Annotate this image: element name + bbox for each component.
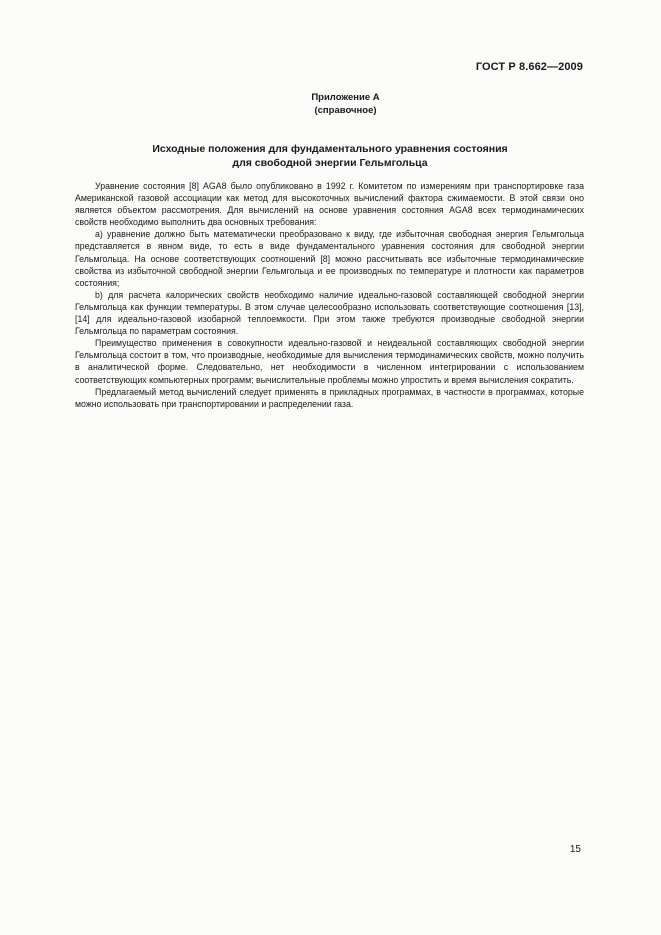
page-number: 15 (569, 844, 581, 855)
paragraph-advantage: Преимущество применения в совокупности идеально-газовой и неидеальной составляющих свободной энергии Гельмгольца состоит в том, что производные, необходимые для вычисления термодинамических свойств, можно получить в аналитической форме. Следовательно, нет необходимости в численном интегрировании с использованием соответствующих компьютерных программ; вычислительные проблемы можно упростить и время вычисления сократить. (75, 338, 584, 385)
paragraph-intro: Уравнение состояния [8] AGA8 было опубликовано в 1992 г. Комитетом по измерениям при транспортировке газа Американской газовой ассоциации как метод для высокоточных вычислений фактора сжимаемости. В этой связи оно является объектом рассмотрения. Для вычислений на основе уравнения состояния AGA8 всех термодинамических свойств необходимо выполнить два основных требования: (75, 181, 584, 228)
document-code: ГОСТ Р 8.662—2009 (475, 61, 583, 73)
paragraph-requirement-b: b) для расчета калорических свойств необходимо наличие идеально-газовой составляющей свободной энергии Гельмгольца как функции температуры. В этом случае целесообразно использовать соответствующие соотношения [13], [14] для идеально-газовой изобарной теплоемкости. При этом также требуются производные свободной энергии Гельмгольца по параметрам состояния. (75, 289, 584, 337)
section-title-line-2: для свободной энергии Гельмгольца (232, 157, 428, 169)
annex-subtitle: (справочное) (314, 105, 377, 116)
section-title-line-1: Исходные положения для фундаментального уравнения состояния (152, 143, 508, 155)
annex-heading (0, 91, 661, 117)
annex-title: Приложение А (311, 92, 380, 103)
paragraph-application: Предлагаемый метод вычислений следует применять в прикладных программах, в частности в программах, которые можно использовать при транспортировании и распределении газа. (75, 386, 584, 409)
paragraph-requirement-a: a) уравнение должно быть математически преобразовано к виду, где избыточная свободная энергия Гельмгольца представляется в явном виде, то есть в виде фундаментального уравнения состояния для свободной энергии Гельмгольца. На основе соответствующих соотношений [8] можно рассчитывать все избыточные термодинамические свойства из избыточной свободной энергии Гельмгольца и ее производных по температуре и плотности как параметров состояния; (75, 229, 584, 288)
section-title (90, 142, 570, 170)
body-text (75, 180, 584, 410)
